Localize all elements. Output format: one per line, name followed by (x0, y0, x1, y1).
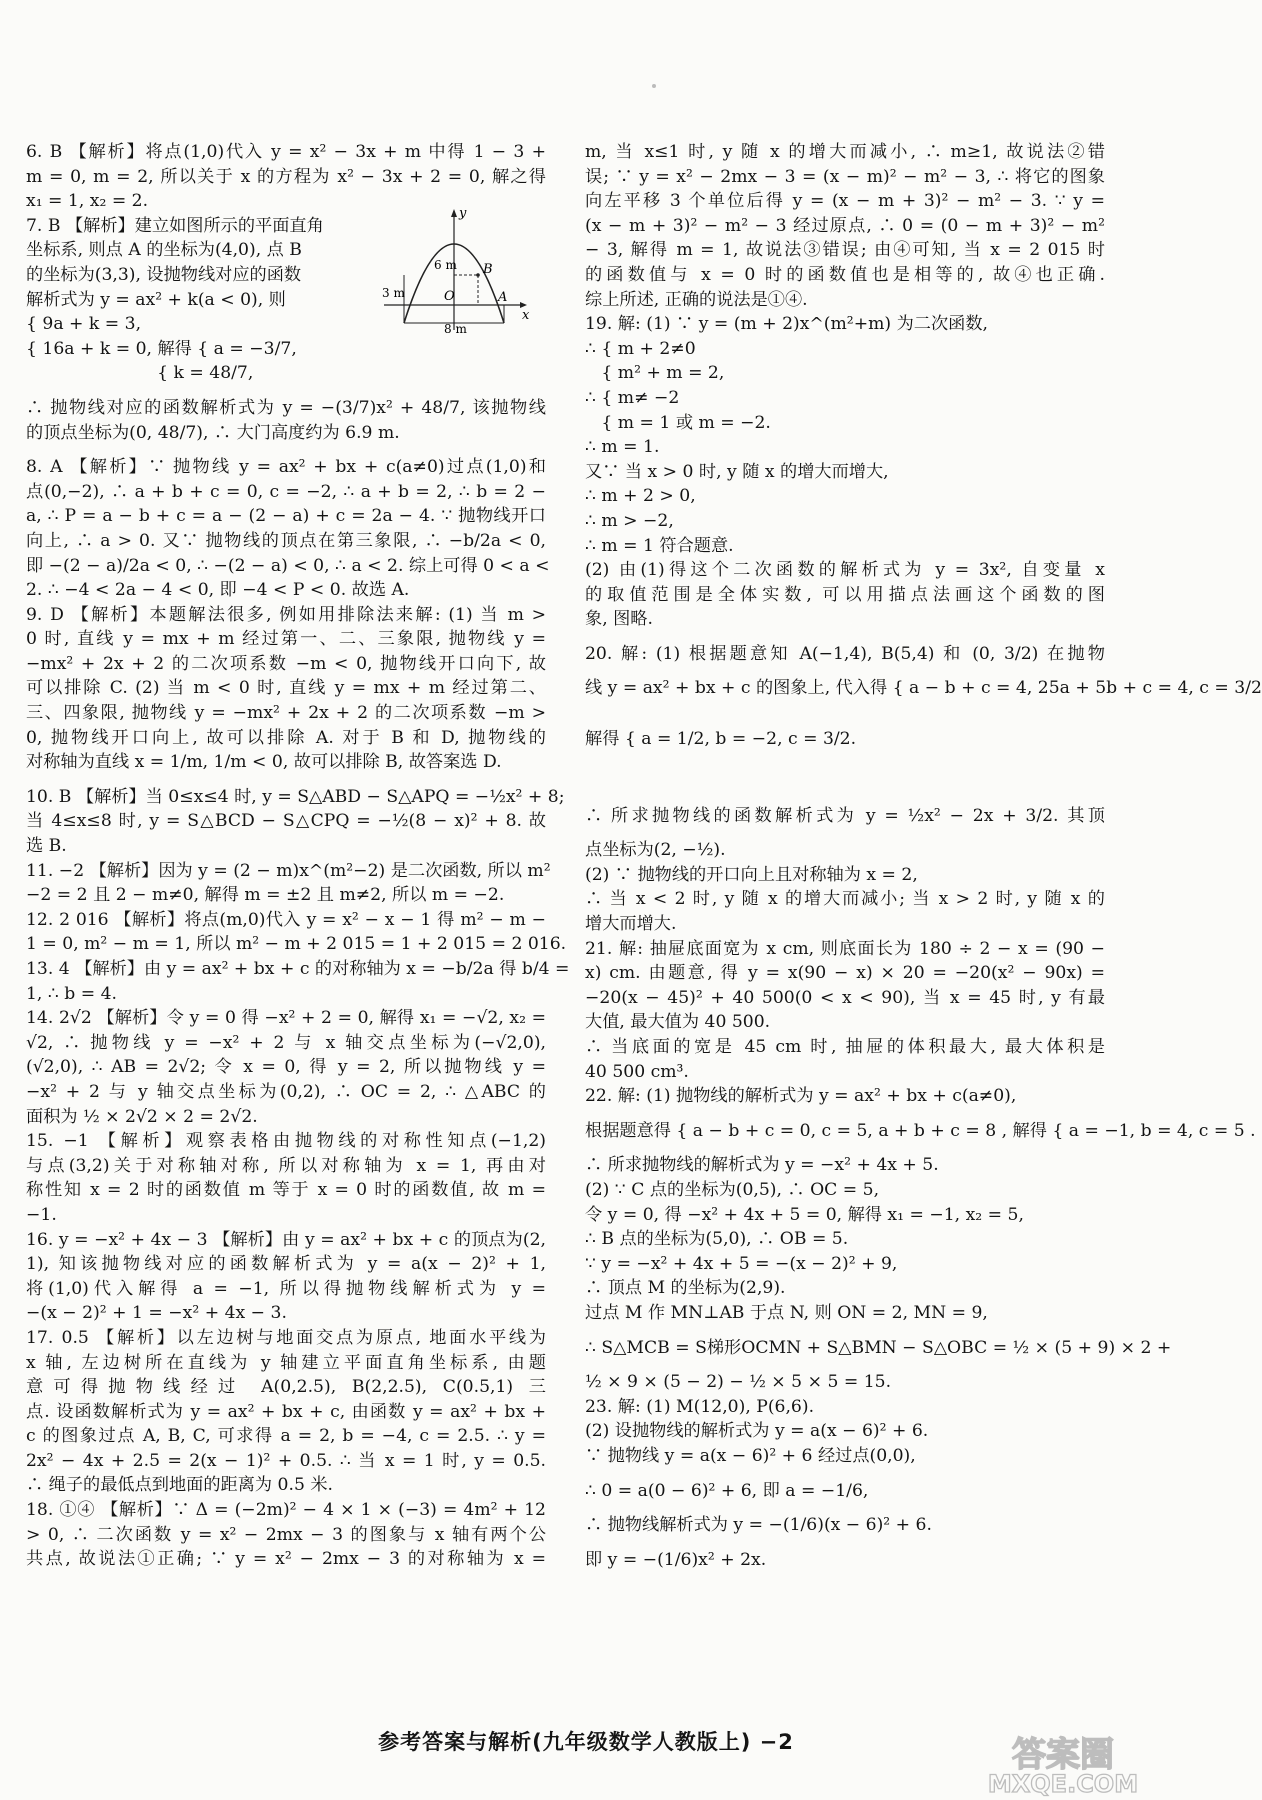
text-line: m = 0, m = 2, 所以关于 x 的方程为 x² − 3x + 2 = 0, 解之得 (26, 166, 546, 187)
text-line: ∴ 0 = a(0 − 6)² + 6, 即 a = −1/6, (585, 1480, 869, 1501)
text-line: 面积为 ½ × 2√2 × 2 = 2√2. (26, 1106, 258, 1127)
text-line: ∴ S△MCB = S梯形OCMN + S△BMN − S△OBC = ½ × (5 + 9) × 2 + (585, 1337, 1172, 1358)
text-line: 0 时, 直线 y = mx + m 经过第一、二、三象限, 抛物线 y = (26, 629, 546, 650)
text-line: (2) ∵ 抛物线的开口向上且对称轴为 x = 2, (585, 864, 918, 885)
figure-label: B (483, 262, 493, 277)
text-line: −1. (26, 1204, 57, 1225)
text-line: ∴ m + 2 > 0, (585, 486, 696, 507)
text-line: 即 y = −(1/6)x² + 2x. (585, 1549, 767, 1570)
text-line: 14. 2√2 【解析】令 y = 0 得 −x² + 2 = 0, 解得 x₁ = −√2, x₂ = (26, 1008, 546, 1029)
text-line: 2. ∴ −4 < 2a − 4 < 0, 即 −4 < P < 0. 故选 A. (26, 580, 410, 601)
text-line: { 9a + k = 3, (26, 314, 142, 335)
text-line: ∴ 所求抛物线的函数解析式为 y = ½x² − 2x + 3/2. 其顶 (585, 805, 1105, 826)
text-line: 21. 解: 抽屉底面宽为 x cm, 则底面长为 180 ÷ 2 − x = (90 − (585, 938, 1105, 959)
text-line: 即 −(2 − a)/2a < 0, ∴ −(2 − a) < 0, ∴ a < 2. 综上可得 0 < a < (26, 555, 550, 576)
text-line: ∴ m > −2, (585, 510, 674, 531)
text-line: 11. −2 【解析】因为 y = (2 − m)x^(m²−2) 是二次函数, 所以 m² (26, 860, 551, 881)
text-line: 三、四象限, 抛物线 y = −mx² + 2x + 2 的二次项系数 −m > (26, 703, 546, 724)
left-column (26, 140, 570, 1572)
text-line: (2) 由(1)得这个二次函数的解析式为 y = 3x², 自变量 x (585, 560, 1105, 581)
text-line: − 3, 解得 m = 1, 故说法③错误; 由④可知, 当 x = 2 015 时 (585, 240, 1105, 261)
text-line: { 16a + k = 0, 解得 { a = −3/7, (26, 338, 297, 359)
figure-label: A (498, 290, 508, 305)
text-line: 12. 2 016 【解析】将点(m,0)代入 y = x² − x − 1 得 m² − m − (26, 909, 546, 930)
text-line: 1, ∴ b = 4. (26, 983, 117, 1004)
text-line: 0, 抛物线开口向上, 故可以排除 A. 对于 B 和 D, 抛物线的 (26, 727, 546, 748)
text-line: ½ × 9 × (5 − 2) − ½ × 5 × 5 = 15. (585, 1372, 892, 1393)
text-line: 19. 解: (1) ∵ y = (m + 2)x^(m²+m) 为二次函数, (585, 314, 988, 335)
text-line: 误; ∵ y = x² − 2mx − 3 = (x − m)² − m² − 3, ∴ 将它的图象 (585, 166, 1105, 187)
scan-speck (652, 84, 656, 88)
text-line: 过点 M 作 MN⊥AB 于点 N, 则 ON = 2, MN = 9, (585, 1302, 988, 1323)
text-line: ∴ 抛物线解析式为 y = −(1/6)(x − 6)² + 6. (585, 1515, 932, 1536)
svg-text:MXQE.COM: MXQE.COM (987, 1770, 1139, 1798)
text-line: x) cm. 由题意, 得 y = x(90 − x) × 20 = −20(x² − 90x) = (585, 963, 1105, 984)
text-line: ∴ 所求抛物线的解析式为 y = −x² + 4x + 5. (585, 1155, 939, 1176)
text-line: ∴ B 点的坐标为(5,0), ∴ OB = 5. (585, 1229, 849, 1250)
site-watermark-logo (968, 1732, 1158, 1796)
text-line: > 0, ∴ 二次函数 y = x² − 2mx − 3 的图象与 x 轴有两个公 (26, 1524, 546, 1545)
text-line: 点. 设函数解析式为 y = ax² + bx + c, 由函数 y = ax² + bx + (26, 1401, 546, 1422)
text-line: 对称轴为直线 x = 1/m, 1/m < 0, 故可以排除 B, 故答案选 D. (26, 752, 502, 773)
text-line: 的坐标为(3,3), 设抛物线对应的函数 (26, 264, 302, 285)
text-line: 又∵ 当 x > 0 时, y 随 x 的增大而增大, (585, 461, 889, 482)
text-line: x₁ = 1, x₂ = 2. (26, 191, 149, 212)
text-line: 选 B. (26, 836, 67, 857)
text-line: ∴ m = 1. (585, 437, 660, 458)
text-line: (x − m + 3)² − m² − 3 经过原点, ∴ 0 = (0 − m + 3)² − m² (585, 215, 1105, 236)
text-line: ∴ 顶点 M 的坐标为(2,9). (585, 1278, 786, 1299)
text-line: 16. y = −x² + 4x − 3 【解析】由 y = ax² + bx + c 的顶点为(2, (26, 1229, 546, 1250)
svg-text:答案圈: 答案圈 (1012, 1735, 1114, 1775)
text-line: 象, 图略. (585, 609, 653, 630)
text-line: −(x − 2)² + 1 = −x² + 4x − 3. (26, 1303, 287, 1324)
text-line: 向左平移 3 个单位后得 y = (x − m + 3)² − m² − 3. ∵ y = (585, 191, 1105, 212)
text-line: 可以排除 C. (2) 当 m < 0 时, 直线 y = mx + m 经过第二、 (26, 678, 546, 699)
figure-label: O (444, 289, 455, 304)
text-line: 1), 知该抛物线对应的函数解析式为 y = a(x − 2)² + 1, (26, 1254, 546, 1275)
text-line: 大值, 最大值为 40 500. (585, 1012, 771, 1033)
text-line: 解析式为 y = ax² + k(a < 0), 则 (26, 289, 286, 310)
text-line: −x² + 2 与 y 轴交点坐标为(0,2), ∴ OC = 2, ∴ △ABC 的 (26, 1081, 546, 1102)
text-line: −20(x − 45)² + 40 500(0 < x < 90), 当 x = 45 时, y 有最 (585, 987, 1105, 1008)
text-line: ∴ m = 1 符合题意. (585, 535, 734, 556)
figure-label: 8 m (444, 322, 467, 336)
text-line: 的顶点坐标为(0, 48/7), ∴ 大门高度约为 6.9 m. (26, 422, 400, 443)
text-line: 线 y = ax² + bx + c 的图象上, 代入得 { a − b + c = 4, 25a + 5b + c = 4, c = 3/2 (585, 678, 1262, 699)
text-line: 令 y = 0, 得 −x² + 4x + 5 = 0, 解得 x₁ = −1, x₂ = 5, (585, 1204, 1024, 1225)
text-line: 当 4≤x≤8 时, y = S△BCD − S△CPQ = −½(8 − x)² + 8. 故 (26, 811, 546, 832)
text-line: 的函数值与 x = 0 时的函数值也是相等的, 故④也正确. (585, 264, 1105, 285)
figure-label: 3 m (382, 286, 405, 300)
text-line: 坐标系, 则点 A 的坐标为(4,0), 点 B (26, 240, 302, 261)
text-line: 9. D 【解析】本题解法很多, 例如用排除法来解: (1) 当 m > (26, 604, 546, 625)
page-footer: 参考答案与解析(九年级数学人教版上) −2 (378, 1730, 794, 1754)
text-line: m, 当 x≤1 时, y 随 x 的增大而减小, ∴ m≥1, 故说法②错 (585, 142, 1105, 162)
text-line: c 的图象过点 A, B, C, 可求得 a = 2, b = −4, c = 2.5. ∴ y = (26, 1426, 546, 1447)
text-line: 15. −1 【解析】观察表格由抛物线的对称性知点(−1,2) (26, 1131, 546, 1152)
text-line: 点(0,−2), ∴ a + b + c = 0, c = −2, ∴ a + b = 2, ∴ b = 2 − (26, 481, 546, 502)
text-line: { m² + m = 2, (585, 363, 725, 384)
text-line: x 轴, 左边树所在直线为 y 轴建立平面直角坐标系, 由题 (26, 1352, 546, 1373)
text-line: 13. 4 【解析】由 y = ax² + bx + c 的对称轴为 x = −b/2a 得 b/4 = (26, 959, 570, 979)
text-line: −2 = 2 且 2 − m≠0, 解得 m = ±2 且 m≠2, 所以 m = −2. (26, 885, 505, 906)
text-line: 综上所述, 正确的说法是①④. (585, 289, 808, 310)
figure-label: x (522, 308, 530, 323)
text-line: { m = 1 或 m = −2. (585, 412, 771, 433)
parabola-gate-figure (382, 205, 532, 335)
text-line: ∴ 当底面的宽是 45 cm 时, 抽屉的体积最大, 最大体积是 (585, 1037, 1105, 1057)
text-line: 40 500 cm³. (585, 1061, 689, 1082)
text-line: 1 = 0, m² − m = 1, 所以 m² − m + 2 015 = 1 + 2 015 = 2 016. (26, 934, 567, 955)
text-line: ∵ 抛物线 y = a(x − 6)² + 6 经过点(0,0), (585, 1445, 916, 1466)
text-line: ∴ { m + 2≠0 (585, 338, 696, 359)
text-line: 意可得抛物线经过 A(0,2.5), B(2,2.5), C(0.5,1) 三 (26, 1377, 546, 1398)
text-line: 称性知 x = 2 时的函数值 m 等于 x = 0 时的函数值, 故 m = (26, 1180, 546, 1201)
text-line: a, ∴ P = a − b + c = a − (2 − a) + c = 2a − 4. ∵ 抛物线开口 (26, 506, 546, 527)
figure-label: 6 m (434, 258, 457, 272)
text-line: 7. B 【解析】建立如图所示的平面直角 (26, 215, 324, 236)
right-column (585, 140, 1262, 1572)
text-line: 6. B 【解析】将点(1,0)代入 y = x² − 3x + m 中得 1 − 3 + (26, 142, 546, 162)
text-line: ∴ { m≠ −2 (585, 387, 680, 408)
text-line: ∵ y = −x² + 4x + 5 = −(x − 2)² + 9, (585, 1253, 898, 1274)
text-line: 2x² − 4x + 2.5 = 2(x − 1)² + 0.5. ∴ 当 x = 1 时, y = 0.5. (26, 1450, 546, 1471)
text-line: 解得 { a = 1/2, b = −2, c = 3/2. (585, 729, 857, 750)
text-line: (√2,0), ∴ AB = 2√2; 令 x = 0, 得 y = 2, 所以抛物线 y = (26, 1057, 546, 1078)
text-line: ∴ 绳子的最低点到地面的距离为 0.5 米. (26, 1475, 334, 1496)
text-line: 17. 0.5 【解析】以左边树与地面交点为原点, 地面水平线为 (26, 1327, 546, 1348)
text-line: 点坐标为(2, −½). (585, 840, 726, 861)
text-line: (2) 设抛物线的解析式为 y = a(x − 6)² + 6. (585, 1421, 929, 1442)
text-line: 增大而增大. (585, 914, 677, 935)
text-line: 23. 解: (1) M(12,0), P(6,6). (585, 1396, 815, 1417)
text-line: 18. ①④ 【解析】∵ Δ = (−2m)² − 4 × 1 × (−3) = 4m² + 12 (26, 1500, 546, 1521)
text-line: 10. B 【解析】当 0≤x≤4 时, y = S△ABD − S△APQ = −½x² + 8; (26, 786, 565, 807)
text-line: 根据题意得 { a − b + c = 0, c = 5, a + b + c = 8 , 解得 { a = −1, b = 4, c = 5 . (585, 1120, 1256, 1141)
text-line: (2) ∵ C 点的坐标为(0,5), ∴ OC = 5, (585, 1179, 880, 1200)
text-line: 共点, 故说法①正确; ∵ y = x² − 2mx − 3 的对称轴为 x = (26, 1549, 546, 1570)
text-line: −mx² + 2x + 2 的二次项系数 −m < 0, 抛物线开口向下, 故 (26, 653, 546, 674)
text-line: 向上, ∴ a > 0. 又∵ 抛物线的顶点在第三象限, ∴ −b/2a < 0, (26, 530, 546, 551)
text-line: ∴ 抛物线对应的函数解析式为 y = −(3/7)x² + 48/7, 该抛物线 (26, 397, 546, 418)
figure-label: y (459, 206, 467, 221)
text-line: 22. 解: (1) 抛物线的解析式为 y = ax² + bx + c(a≠0), (585, 1086, 1017, 1107)
text-line: 8. A 【解析】∵ 抛物线 y = ax² + bx + c(a≠0)过点(1,0)和 (26, 457, 546, 478)
text-line: √2, ∴ 抛物线 y = −x² + 2 与 x 轴交点坐标为(−√2,0), (26, 1032, 546, 1053)
text-line: 与点(3,2)关于对称轴对称, 所以对称轴为 x = 1, 再由对 (26, 1155, 546, 1176)
text-line: 的取值范围是全体实数, 可以用描点法画这个函数的图 (585, 584, 1105, 605)
text-line: 将(1,0)代入解得 a = −1, 所以得抛物线解析式为 y = (26, 1278, 546, 1299)
text-line: ∴ 当 x < 2 时, y 随 x 的增大而减小; 当 x > 2 时, y 随 x 的 (585, 889, 1105, 910)
text-line: 20. 解: (1) 根据题意知 A(−1,4), B(5,4) 和 (0, 3/2) 在抛物 (585, 643, 1105, 664)
text-line: { k = 48/7, (26, 363, 254, 384)
